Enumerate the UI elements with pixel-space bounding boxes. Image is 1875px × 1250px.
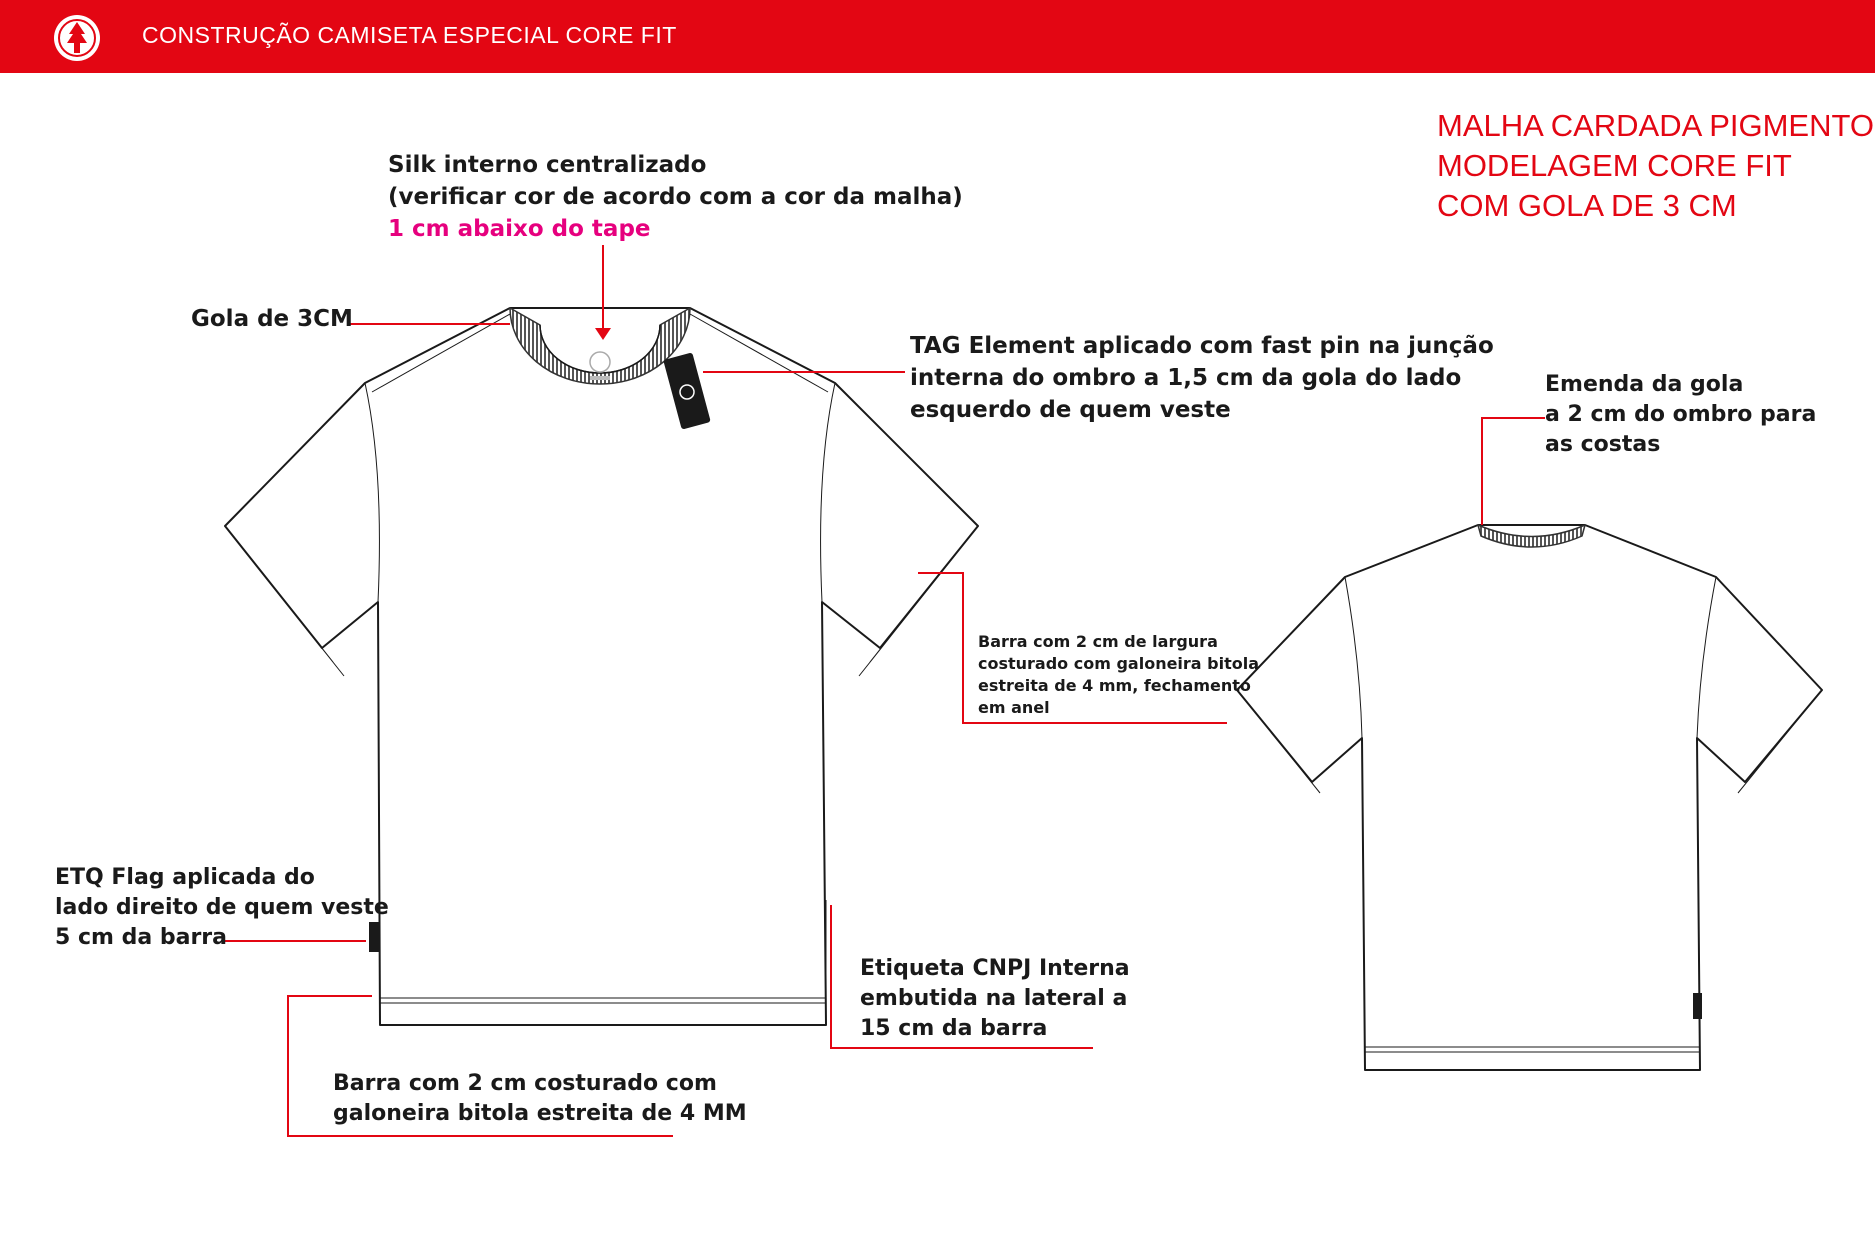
tag-line-2: interna do ombro a 1,5 cm da gola do lado bbox=[910, 365, 1462, 391]
emenda-annotation bbox=[1545, 370, 1816, 460]
emenda-line-3: as costas bbox=[1545, 432, 1661, 457]
cnpj-line-1: Etiqueta CNPJ Interna bbox=[860, 956, 1130, 981]
etq-flag-line-1: ETQ Flag aplicada do bbox=[55, 865, 315, 890]
emenda-line-2: a 2 cm do ombro para bbox=[1545, 402, 1817, 427]
barra-manga-line-1: Barra com 2 cm de largura bbox=[978, 632, 1218, 651]
barra-manga-annotation bbox=[978, 631, 1259, 719]
barra-manga-line-2: costurado com galoneira bitola bbox=[978, 654, 1260, 673]
emenda-callout-line bbox=[1482, 418, 1545, 525]
back-cnpj-label bbox=[1693, 993, 1702, 1019]
spec-line: MALHA CARDADA PIGMENTO bbox=[1437, 108, 1874, 143]
silk-highlight: 1 cm abaixo do tape bbox=[388, 216, 651, 242]
barra-corpo-annotation bbox=[333, 1069, 747, 1129]
tag-line-3: esquerdo de quem veste bbox=[910, 397, 1231, 423]
page-title: CONSTRUÇÃO CAMISETA ESPECIAL CORE FIT bbox=[142, 22, 677, 48]
barra-manga-line-3: estreita de 4 mm, fechamento bbox=[978, 676, 1251, 695]
etq-flag-annotation bbox=[55, 863, 389, 953]
etq-flag-line-3: 5 cm da barra bbox=[55, 925, 227, 950]
tag-line-1: TAG Element aplicado com fast pin na junção bbox=[910, 333, 1494, 359]
tag-annotation bbox=[910, 330, 1494, 426]
etiqueta-cnpj-annotation bbox=[860, 954, 1130, 1044]
silk-annotation bbox=[388, 149, 963, 245]
cnpj-line-2: embutida na lateral a bbox=[860, 986, 1128, 1011]
spec-line: COM GOLA DE 3 CM bbox=[1437, 188, 1737, 223]
barra-corpo-line-2: galoneira bitola estreita de 4 MM bbox=[333, 1101, 747, 1126]
barra-manga-line-4: em anel bbox=[978, 698, 1050, 717]
etq-flag-line-2: lado direito de quem veste bbox=[55, 895, 389, 920]
spec-line: MODELAGEM CORE FIT bbox=[1437, 148, 1792, 183]
gola-annotation: Gola de 3CM bbox=[191, 306, 353, 332]
back-tshirt bbox=[1237, 525, 1822, 1070]
back-body-outline bbox=[1237, 525, 1822, 1070]
silk-line-2: (verificar cor de acordo com a cor da malha) bbox=[388, 184, 963, 210]
barra-corpo-line-1: Barra com 2 cm costurado com bbox=[333, 1071, 717, 1096]
cnpj-line-3: 15 cm da barra bbox=[860, 1016, 1048, 1041]
emenda-line-1: Emenda da gola bbox=[1545, 372, 1744, 397]
silk-line-1: Silk interno centralizado bbox=[388, 152, 707, 178]
